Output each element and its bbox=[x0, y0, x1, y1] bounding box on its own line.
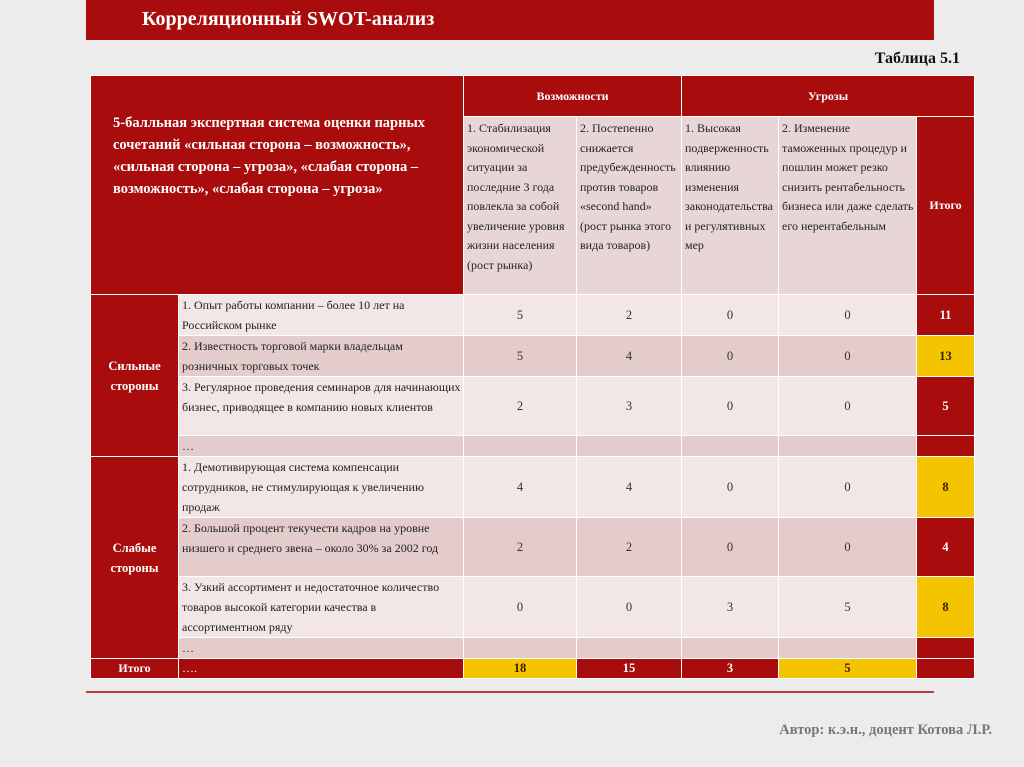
row-total: 11 bbox=[917, 295, 975, 336]
author-credit: Автор: к.э.н., доцент Котова Л.Р. bbox=[779, 722, 992, 738]
score-cell: 5 bbox=[464, 295, 577, 336]
ellipsis-row: … bbox=[179, 436, 464, 457]
score-cell: 4 bbox=[577, 336, 682, 377]
score-cell: 0 bbox=[682, 518, 779, 577]
score-cell: 0 bbox=[779, 377, 917, 436]
score-cell: 5 bbox=[779, 577, 917, 638]
table-row bbox=[91, 638, 975, 659]
table-row bbox=[91, 336, 975, 377]
strengths-label: Сильные стороны bbox=[91, 295, 179, 457]
weakness-1-text: 1. Демотивирующая система компенсации сотрудников, не стимулирующая к увеличению продаж bbox=[179, 457, 464, 518]
empty-cell bbox=[464, 436, 577, 457]
table-row bbox=[91, 295, 975, 336]
totals-dots: …. bbox=[179, 659, 464, 679]
totals-label: Итого bbox=[91, 659, 179, 679]
score-cell: 2 bbox=[577, 295, 682, 336]
threat-2-header: 2. Изменение таможенных процедур и пошлин может резко снизить рентабельность бизнеса или даже сделать его нерентабельным bbox=[779, 117, 917, 295]
table-row bbox=[91, 518, 975, 577]
score-cell: 0 bbox=[464, 577, 577, 638]
row-total: 5 bbox=[917, 377, 975, 436]
empty-cell bbox=[917, 638, 975, 659]
row-total: 8 bbox=[917, 577, 975, 638]
ellipsis-row: … bbox=[179, 638, 464, 659]
score-cell: 4 bbox=[577, 457, 682, 518]
column-total: 18 bbox=[464, 659, 577, 679]
weakness-2-text: 2. Большой процент текучести кадров на уровне низшего и среднего звена – около 30% за 2002 год bbox=[179, 518, 464, 577]
score-cell: 4 bbox=[464, 457, 577, 518]
score-cell: 0 bbox=[779, 295, 917, 336]
score-cell: 0 bbox=[682, 377, 779, 436]
slide-title: Корреляционный SWOT-анализ bbox=[86, 0, 934, 40]
total-column-header: Итого bbox=[917, 117, 975, 295]
column-total: 15 bbox=[577, 659, 682, 679]
swot-table bbox=[90, 75, 975, 679]
empty-cell bbox=[779, 436, 917, 457]
score-cell: 3 bbox=[577, 377, 682, 436]
row-total: 8 bbox=[917, 457, 975, 518]
table-row bbox=[91, 436, 975, 457]
weakness-3-text: 3. Узкий ассортимент и недостаточное количество товаров высокой категории качества в ассортиментном ряду bbox=[179, 577, 464, 638]
score-cell: 0 bbox=[779, 518, 917, 577]
score-cell: 5 bbox=[464, 336, 577, 377]
score-cell: 2 bbox=[464, 377, 577, 436]
empty-cell bbox=[464, 638, 577, 659]
empty-cell bbox=[917, 436, 975, 457]
empty-cell bbox=[682, 638, 779, 659]
score-cell: 0 bbox=[577, 577, 682, 638]
column-total: 3 bbox=[682, 659, 779, 679]
threat-1-header: 1. Высокая подверженность влиянию изменения законодательства и регулятивных мер bbox=[682, 117, 779, 295]
row-total: 13 bbox=[917, 336, 975, 377]
scoring-system-header: 5-балльная экспертная система оценки парных сочетаний «сильная сторона – возможность», «сильная сторона – угроза», «слабая сторона – возможность», «слабая сторона – угроза» bbox=[91, 76, 464, 295]
totals-row bbox=[91, 659, 975, 679]
strength-1-text: 1. Опыт работы компании – более 10 лет на Российском рынке bbox=[179, 295, 464, 336]
empty-cell bbox=[779, 638, 917, 659]
score-cell: 0 bbox=[779, 457, 917, 518]
empty-cell bbox=[682, 436, 779, 457]
column-total: 5 bbox=[779, 659, 917, 679]
strength-3-text: 3. Регулярное проведения семинаров для начинающих бизнес, приводящее в компанию новых клиентов bbox=[179, 377, 464, 436]
strength-2-text: 2. Известность торговой марки владельцам розничных торговых точек bbox=[179, 336, 464, 377]
score-cell: 0 bbox=[779, 336, 917, 377]
empty-cell bbox=[917, 659, 975, 679]
opportunities-header: Возможности bbox=[464, 76, 682, 117]
score-cell: 2 bbox=[464, 518, 577, 577]
divider-line bbox=[86, 691, 934, 693]
weaknesses-label: Слабые стороны bbox=[91, 457, 179, 659]
score-cell: 0 bbox=[682, 336, 779, 377]
opportunity-2-header: 2. Постепенно снижается предубежденность против товаров «second hand» (рост рынка этого вида товаров) bbox=[577, 117, 682, 295]
score-cell: 0 bbox=[682, 457, 779, 518]
row-total: 4 bbox=[917, 518, 975, 577]
table-number: Таблица 5.1 bbox=[874, 50, 960, 67]
empty-cell bbox=[577, 638, 682, 659]
table-row bbox=[91, 457, 975, 518]
opportunity-1-header: 1. Стабилизация экономической ситуации за последние 3 года повлекла за собой увеличение уровня жизни населения (рост рынка) bbox=[464, 117, 577, 295]
table-row bbox=[91, 377, 975, 436]
threats-header: Угрозы bbox=[682, 76, 975, 117]
empty-cell bbox=[577, 436, 682, 457]
score-cell: 0 bbox=[682, 295, 779, 336]
score-cell: 3 bbox=[682, 577, 779, 638]
score-cell: 2 bbox=[577, 518, 682, 577]
table-row bbox=[91, 577, 975, 638]
